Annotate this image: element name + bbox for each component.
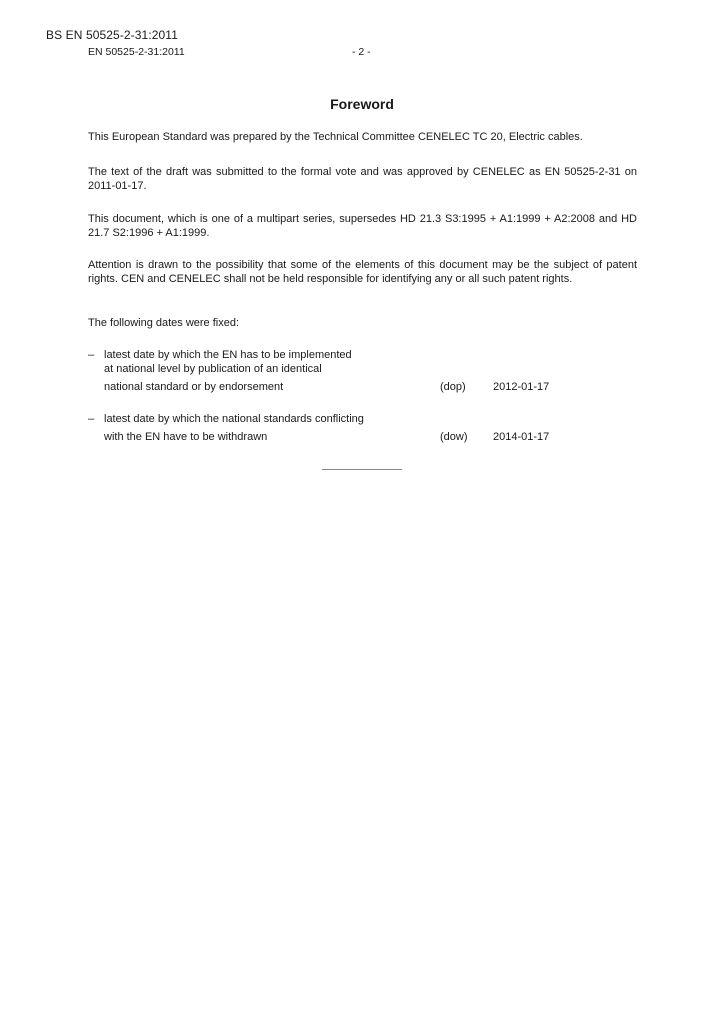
date-description-line: at national level by publication of an identical [104,363,322,375]
page-number: - 2 - [352,46,371,58]
date-description-line: latest date by which the EN has to be implemented [104,349,352,361]
date-value: 2012-01-17 [493,381,550,393]
paragraph-supersedes: This document, which is one of a multipart series, supersedes HD 21.3 S3:1995 + A1:1999 + A2:2008 and HD 21.7 S2:1996 + A1:1999. [88,213,637,239]
date-item-dow [88,412,648,444]
list-dash: – [88,413,95,425]
date-code: (dow) [440,431,468,443]
date-description-line: with the EN have to be withdrawn [104,431,268,443]
date-description-line: national standard or by endorsement [104,381,284,393]
list-dash: – [88,349,95,361]
paragraph-patent-rights: Attention is drawn to the possibility that some of the elements of this document may be the subject of patent rights. CEN and CENELEC shall not be held responsible for identifying any or all such patent rights. [88,259,637,285]
date-code: (dop) [440,381,466,393]
paragraph-dates-intro: The following dates were fixed: [88,317,240,329]
document-id: BS EN 50525-2-31:2011 [46,28,178,42]
date-description [104,348,424,394]
date-description [104,412,424,444]
date-description-line: latest date by which the national standards conflicting [104,413,364,425]
date-value: 2014-01-17 [493,431,550,443]
running-header-id: EN 50525-2-31:2011 [88,46,185,58]
foreword-title: Foreword [330,96,394,112]
paragraph-committee: This European Standard was prepared by the Technical Committee CENELEC TC 20, Electric cables. [88,131,583,143]
end-divider [322,469,402,470]
date-item-dop [88,348,648,396]
paragraph-approval: The text of the draft was submitted to the formal vote and was approved by CENELEC as EN 50525-2-31 on 2011-01-17. [88,166,637,192]
